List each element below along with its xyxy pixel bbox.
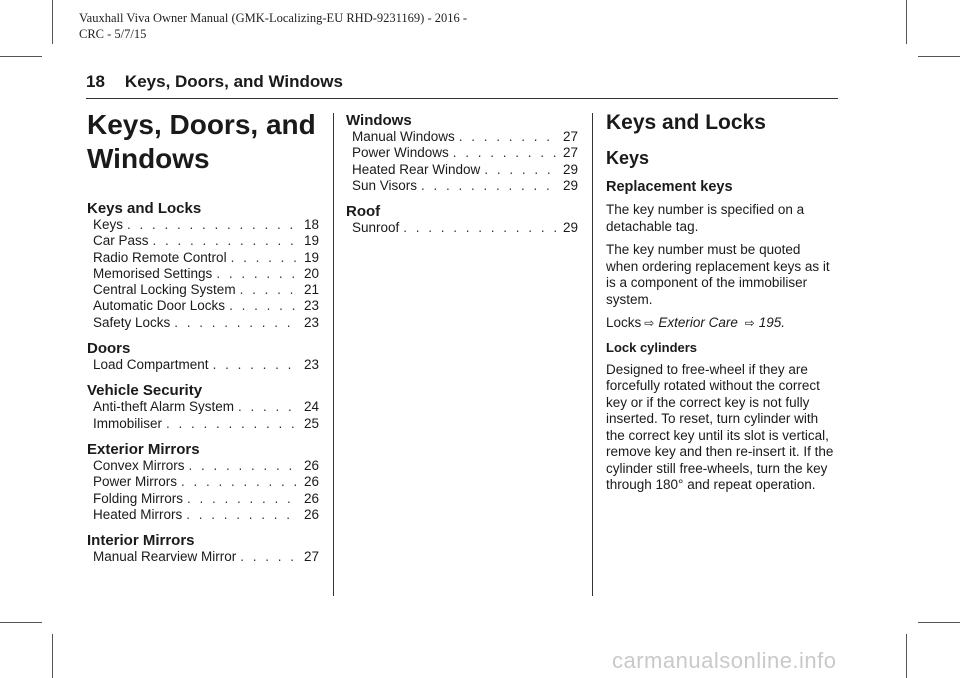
toc-entry-page: 23 [303,357,319,373]
toc-section [87,441,319,523]
toc-section [87,532,319,565]
toc-entry[interactable] [87,357,319,373]
toc-entry-title: Load Compartment [93,357,209,373]
toc-entry[interactable] [87,507,319,523]
xref-page[interactable]: 195 [758,315,782,330]
chapter-title: Keys, Doors, and Windows [124,72,343,91]
topic-heading: Replacement keys [606,179,733,195]
toc-entry[interactable] [87,233,319,249]
toc-entry-title: Manual Windows [352,129,455,144]
toc-entry[interactable] [346,162,578,178]
meta-line-1: Vauxhall Viva Owner Manual (GMK-Localizing-EU RHD-9231169) - 2016 - [79,11,468,25]
toc-entry[interactable] [346,178,578,194]
toc-entry[interactable] [87,416,319,432]
toc-entry-page: 21 [303,282,319,298]
cross-reference: Locks ⇨ Exterior Care ⇨ 195. [606,315,785,330]
document-meta [79,10,467,42]
toc-entry-title: Radio Remote Control [93,249,227,265]
toc-entry-title: Heated Mirrors [93,506,183,522]
toc-section-heading: Interior Mirrors [87,532,195,550]
toc-section-heading: Vehicle Security [87,382,203,400]
toc-entry[interactable] [87,217,319,233]
header-rule [86,98,838,99]
xref-link[interactable]: Exterior Care [658,315,738,330]
toc-entry-page: 18 [303,217,319,232]
toc-section [87,340,319,373]
toc-entry-title: Folding Mirrors [93,490,184,506]
crop-mark [906,634,907,678]
toc-entry-page: 24 [303,399,319,415]
meta-line-2: CRC - 5/7/15 [79,27,147,41]
toc-entry-title: Sun Visors [352,177,418,193]
crop-mark [0,56,42,57]
column-divider [592,113,593,596]
toc-entry[interactable] [87,266,319,282]
crop-mark [918,56,960,57]
toc-entry-page: 27 [562,145,578,161]
toc-entry-page: 26 [303,506,319,522]
toc-entry-page: 25 [303,415,319,431]
toc-entry-page: 19 [303,249,319,265]
crop-mark [918,622,960,623]
arrow-right-icon: ⇨ [744,316,755,330]
watermark-logo: carmanualsonline.info [612,648,837,673]
toc-entry-title: Automatic Door Locks [93,298,226,314]
content-column [606,110,836,494]
toc-entry[interactable] [87,298,319,314]
toc-section-heading: Keys and Locks [87,200,202,217]
toc-entry[interactable] [87,282,319,298]
toc-entry-page: 20 [303,265,319,281]
toc-entry[interactable] [87,399,319,415]
toc-entry-title: Keys [93,217,124,232]
toc-entry-page: 23 [303,314,319,330]
toc-column-2 [346,112,578,236]
toc-section-heading: Doors [87,340,131,358]
toc-entry-page: 29 [562,177,578,193]
crop-mark [52,634,53,678]
toc-entry-title: Memorised Settings [93,265,213,281]
toc-entry-title: Convex Mirrors [93,457,185,473]
toc-entry-page: 26 [303,457,319,473]
toc-entry-page: 26 [303,490,319,506]
toc-entry[interactable] [87,315,319,331]
toc-entry[interactable] [87,250,319,266]
section-heading: Keys and Locks [606,111,766,134]
toc-column-1 [87,108,319,565]
toc-entry-title: Immobiliser [93,415,163,431]
toc-section-heading: Windows [346,112,412,129]
toc-entry-page: 27 [562,129,578,144]
toc-entry[interactable] [87,474,319,490]
toc-section [87,200,319,331]
toc-entry-page: 27 [303,549,319,565]
body-paragraph: Designed to free-wheel if they are forcefully rotated without the correct key or if the correct key is not fully inserted. To reset, turn cylinder with the correct key until its slot is vertical, remove key and then re-insert it. If the cylinder still free-wheels, turn the key through 180° and repeat operation. [606,361,834,492]
chapter-heading-line-1: Keys, Doors, and [87,109,316,140]
toc-entry-page: 29 [562,161,578,177]
topic-heading: Lock cylinders [606,339,698,355]
toc-entry-page: 26 [303,474,319,490]
toc-entry[interactable] [87,549,319,565]
toc-entry-title: Power Windows [352,145,449,161]
toc-entry[interactable] [346,220,578,236]
toc-entry-title: Manual Rearview Mirror [93,549,237,565]
toc-entry-page: 19 [303,233,319,249]
toc-entry[interactable] [346,129,578,145]
toc-entry[interactable] [87,458,319,474]
toc-entry[interactable] [87,491,319,507]
toc-section [346,112,578,194]
toc-section-heading: Exterior Mirrors [87,440,200,458]
toc-entry[interactable] [346,145,578,161]
arrow-right-icon: ⇨ [644,316,655,330]
toc-section-heading: Roof [346,203,381,221]
running-header [86,72,343,92]
column-divider [333,113,334,596]
subsection-heading: Keys [606,148,650,168]
toc-entry-page: 29 [562,220,578,236]
toc-entry-title: Central Locking System [93,282,236,298]
toc-entry-title: Sunroof [352,220,400,236]
toc-entry-title: Anti-theft Alarm System [93,399,235,415]
chapter-heading [87,108,319,176]
toc-section [87,382,319,432]
crop-mark [52,0,53,44]
crop-mark [906,0,907,44]
toc-entry-title: Car Pass [93,233,149,249]
toc-entry-title: Safety Locks [93,314,171,330]
body-paragraph: The key number must be quoted when ordering replacement keys as it is a component of the immobiliser system. [606,242,830,307]
page-number: 18 [86,72,105,91]
crop-mark [0,622,42,623]
chapter-heading-line-2: Windows [87,143,210,174]
toc-entry-title: Power Mirrors [93,474,178,490]
toc-entry-title: Heated Rear Window [352,161,481,177]
body-paragraph: The key number is specified on a detachable tag. [606,202,805,234]
xref-lead: Locks [606,315,642,330]
toc-entry-page: 23 [303,298,319,314]
toc-section [346,203,578,236]
